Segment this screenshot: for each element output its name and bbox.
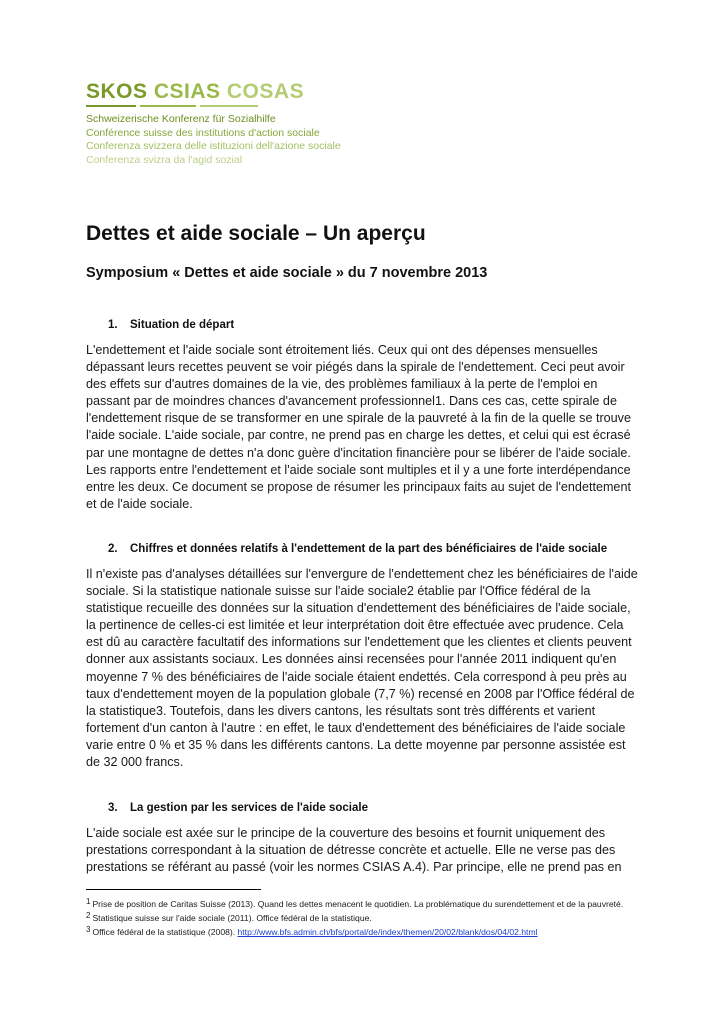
footnote-link[interactable]: http://www.bfs.admin.ch/bfs/portal/de/index/themen/20/02/blank/dos/04/02.html [237, 927, 538, 938]
logo-word-cosas: COSAS [226, 80, 305, 103]
footnote-separator [86, 889, 261, 890]
logo-line-rm: Conferenza svizra da l'agid sozial [86, 153, 243, 166]
logo-line-de: Schweizerische Konferenz für Sozialhilfe [86, 113, 276, 125]
section-paragraph-2: Il n'existe pas d'analyses détaillées sur l'envergure de l'endettement chez les bénéficiaires de l'aide sociale. Si la statistique nationale suisse sur l'aide sociale2 établie par l'Office fédéral de la statistique recueille des données sur la situation d'endettement des bénéficiaires de l'aide sociale, la pertinence de celles-ci est limitée et leur interprétation doit être effectuée avec prudence. Cela est dû au caractère facultatif des informations sur l'endettement que les clientes et clients peuvent donner aux assistants sociaux. Les données ainsi recensées pour l'année 2011 indiquent qu'en moyenne 7 % des bénéficiaires de l'aide sociale étaient endettés. Cela correspond à peu près au taux d'endettement moyen de la population globale (7,7 %) recensé en 2008 par l'Office fédéral de la statistique3. Toutefois, dans les divers cantons, les résultats sont très différents et varient fortement d'un canton à l'autre : en effet, le taux d'endettement des bénéficiaires de l'aide sociale varie entre 0 % et 35 % dans les différents cantons. La dette moyenne par personne assistée est de 32 000 francs. [86, 567, 638, 770]
logo-wordmark [86, 80, 341, 104]
section-paragraph-1: L'endettement et l'aide sociale sont étroitement liés. Ceux qui ont des dépenses mensuelles dépassant leurs recettes peuvent se voir piégés dans la spirale de l'endettement. Ceci peut avoir des effets sur d'autres domaines de la vie, des problèmes familiaux à la perte de l'emploi en passant par de moindres chances d'avancement professionnel1. Dans ces cas, cette spirale de l'endettement risque de se transformer en une spirale de la pauvreté à la fin de la quelle se trouve l'aide sociale. L'aide sociale, par contre, ne prend pas en charge les dettes, et celui qui est écrasé par une montagne de dettes n'a donc guère d'incitation financière pour se libérer de l'aide sociale. Les rapports entre l'endettement et l'aide sociale sont multiples et il y a une forte interdépendance entre les deux. Ce document se propose de résumer les principaux faits au sujet de l'endettement et de l'aide sociale. [86, 343, 631, 511]
footnote-1 [86, 896, 636, 910]
footnote-text: Office fédéral de la statistique (2008). [92, 927, 238, 938]
logo-word-csias: CSIAS [153, 80, 221, 103]
section-title: Situation de départ [130, 319, 235, 331]
section-paragraph-3: L'aide sociale est axée sur le principe de la couverture des besoins et fournit uniquement des prestations correspondant à la situation de détresse concrète et actuelle. Elle ne verse pas des prestations se référant au passé (voir les normes CSIAS A.4). Par principe, elle ne prend pas en [86, 826, 622, 875]
footnote-text: Statistique suisse sur l'aide sociale (2011). Office fédéral de la statistique. [92, 913, 372, 924]
document-title: Dettes et aide sociale – Un aperçu [86, 222, 426, 245]
footnote-mark: 1 [86, 897, 91, 906]
section-number: 1. [108, 319, 118, 331]
document-subtitle: Symposium « Dettes et aide sociale » du 7 novembre 2013 [86, 265, 488, 281]
footnote-2 [86, 910, 636, 924]
skos-logo [86, 80, 341, 167]
footnote-text: Prise de position de Caritas Suisse (2013). Quand les dettes menacent le quotidien. La problématique du surendettement et de la pauvreté. [92, 899, 624, 909]
footnote-3 [86, 924, 636, 938]
logo-line-fr: Conférence suisse des institutions d'action sociale [86, 126, 320, 139]
logo-line-it: Conferenza svizzera delle istituzioni dell'azione sociale [86, 140, 341, 152]
footnote-mark: 2 [86, 911, 91, 921]
section-heading-3 [108, 802, 368, 814]
logo-word-skos: SKOS [86, 80, 148, 103]
section-title: Chiffres et données relatifs à l'endettement de la part des bénéficiaires de l'aide sociale [130, 543, 608, 555]
section-number: 2. [108, 543, 118, 555]
logo-org-names [86, 113, 341, 167]
section-heading-2 [108, 543, 607, 555]
footnotes [86, 896, 636, 939]
section-heading-1 [108, 319, 234, 331]
section-number: 3. [108, 802, 118, 814]
section-title: La gestion par les services de l'aide sociale [130, 802, 368, 814]
footnote-mark: 3 [86, 925, 91, 935]
logo-underline [86, 105, 258, 107]
